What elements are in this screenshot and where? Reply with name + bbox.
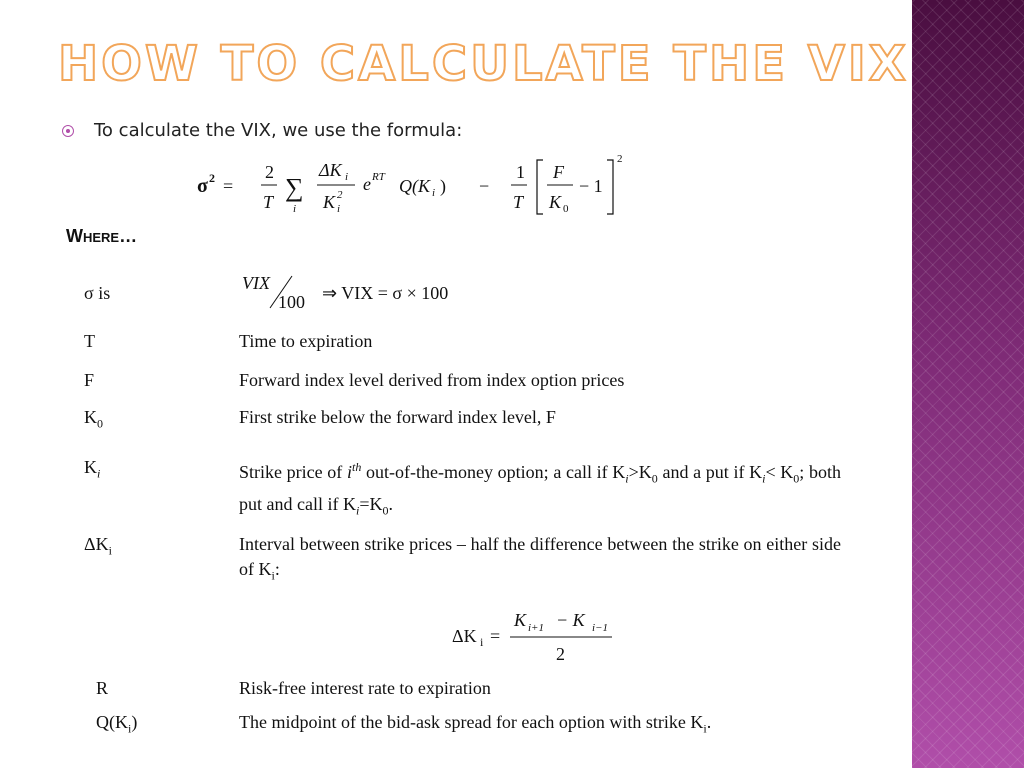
dk-denominator: 2 [556,644,565,664]
formula-K-sub: i [337,203,341,215]
dKi-definition: Interval between strike prices – half the difference between the strike on either side of $K_i$: [239,534,841,583]
formula-sigma: σ [197,175,208,197]
vix-rest: ⇒ VIX = σ × 100 [322,283,449,303]
formula-RT: RT [372,171,385,183]
dk-eq: = [490,626,501,646]
decorative-sidebar [912,0,1024,768]
dk-num-a: K [514,610,527,630]
formula-K: K [323,192,336,212]
formula-Q-sub: i [432,187,436,199]
bullet-text: To calculate the VIX, we use the formula: [94,120,463,141]
Ki-definition: Strike price of $i^{th}$ out-of-the-money option; a call if $K_i>K_0$ and a put if $K_i< K_0$; both put and call if $K_i=K_0$. [239,460,841,518]
F-definition: Forward index level derived from index option prices [239,370,625,390]
dk-num-a-sub: i+1 [528,622,544,634]
T-symbol: T [84,331,95,351]
vix-formula [195,150,635,222]
formula-sum-icon: ∑ [285,173,304,202]
vix-definition [240,274,490,314]
dk-lhs-sub: i [480,635,484,649]
formula-sigma-exp: 2 [209,171,215,185]
formula-Q: Q(K [399,176,430,196]
formula-dK-sub: i [345,171,349,183]
formula-T2: T [513,192,524,212]
T-definition: Time to expiration [239,331,373,351]
formula-one: 1 [516,162,525,182]
formula-outer-exp: 2 [617,153,623,165]
formula-F: F [553,162,564,182]
formula-minus-one: − 1 [579,176,603,196]
formula-eq: = [223,176,234,196]
F-symbol: F [84,370,95,390]
formula-Q-close: ) [440,176,446,196]
R-symbol: R [96,678,109,698]
bullet-item [62,120,462,141]
formula-two: 2 [265,162,274,182]
formula-e: e [363,174,371,194]
formula-K0-sub: 0 [563,203,569,215]
Q-symbol: $Q(K_i)$ [96,712,138,736]
dKi-symbol: $\Delta K_i$ [84,534,112,558]
dk-lhs: ΔK [452,626,477,646]
slide-title: HOW TO CALCULATE THE VIX [58,36,909,92]
R-definition: Risk-free interest rate to expiration [239,678,491,698]
formula-minus: − [479,176,490,196]
formula-sum-sub: i [293,203,297,215]
formula-dK: ΔK [319,160,342,180]
formula-T1: T [263,192,274,212]
dk-num-b-sub: i−1 [592,622,608,634]
where-label: Where… [66,226,138,246]
sigma-symbol: σ is [84,283,111,303]
dKi-formula [452,606,622,670]
dk-num-minus: − K [556,610,585,630]
formula-left-bracket [537,160,543,214]
vix-denominator: 100 [278,292,305,312]
formula-K0: K [549,192,562,212]
vix-numerator: VIX [242,274,270,293]
Ki-symbol: $K_i$ [84,457,101,481]
K0-definition: First strike below the forward index level, F [239,407,556,427]
circle-bullet-icon [62,125,74,137]
formula-right-bracket [607,160,613,214]
K0-symbol: $K_0$ [84,407,103,431]
Q-definition: The midpoint of the bid-ask spread for each option with strike $K_i$. [239,712,712,736]
formula-K-exp: 2 [337,189,343,201]
